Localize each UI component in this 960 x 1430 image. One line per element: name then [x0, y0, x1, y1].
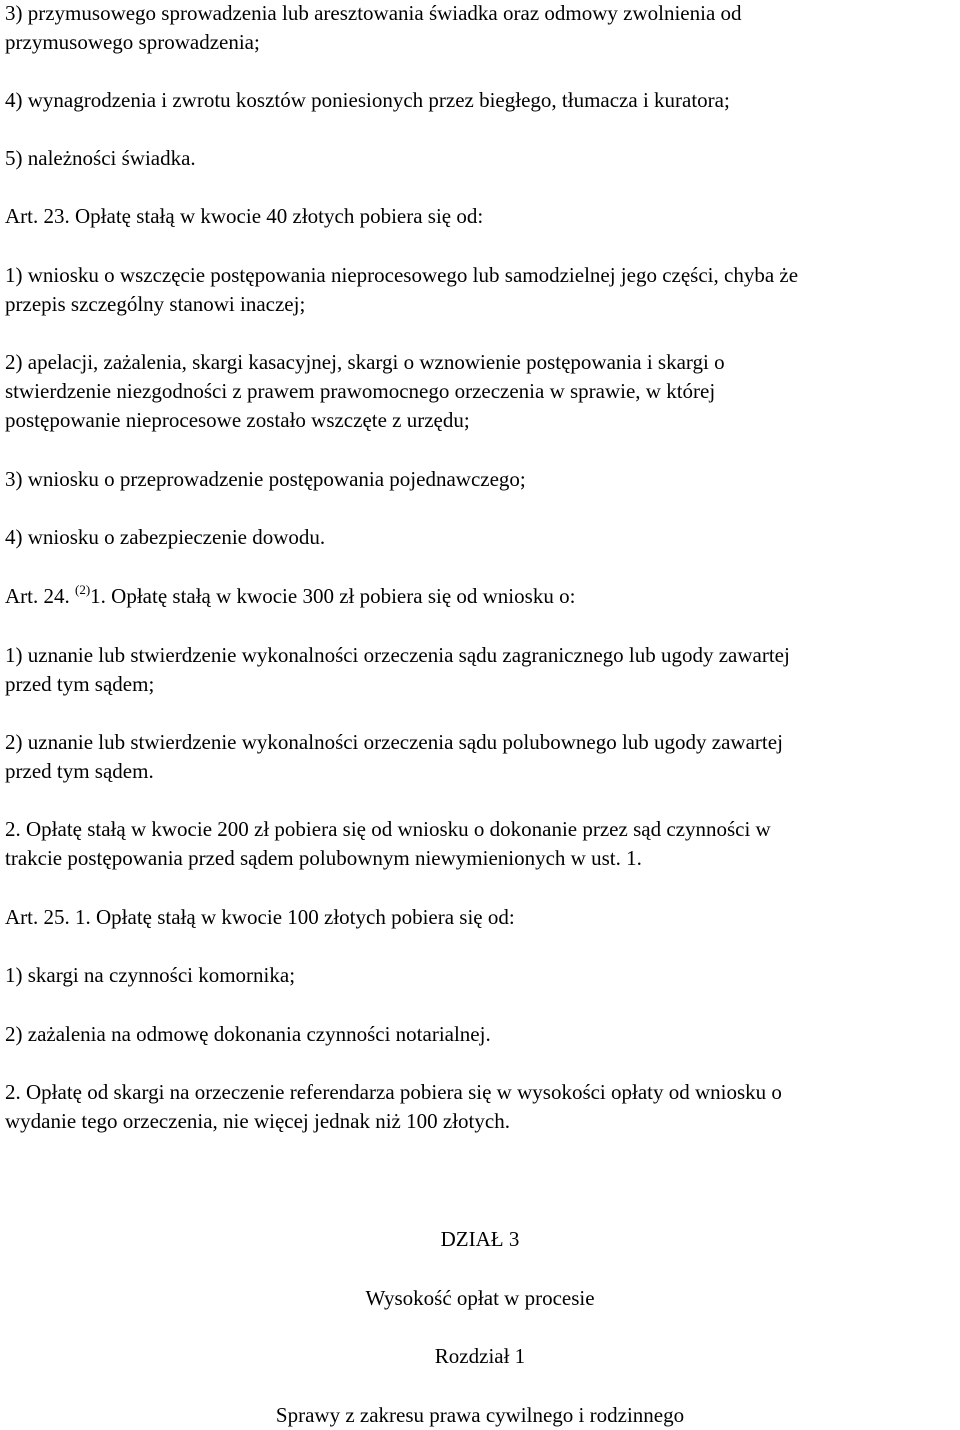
text-line: przed tym sądem;: [5, 672, 155, 696]
division-heading: DZIAŁ 3: [440, 1227, 520, 1251]
text-line: przymusowego sprowadzenia;: [5, 30, 260, 54]
article-number: Art. 24.: [5, 584, 70, 608]
text-line: 2. Opłatę stałą w kwocie 200 zł pobiera się od wniosku o dokonanie przez sąd czynności w: [5, 817, 771, 841]
text-line: 5) należności świadka.: [5, 146, 196, 170]
chapter-title: Sprawy z zakresu prawa cywilnego i rodzinnego: [275, 1403, 685, 1427]
text-line: trakcie postępowania przed sądem polubownym niewymienionych w ust. 1.: [5, 846, 642, 870]
article-heading: Art. 25. 1. Opłatę stałą w kwocie 100 złotych pobiera się od:: [5, 905, 515, 929]
text-line: 4) wniosku o zabezpieczenie dowodu.: [5, 525, 326, 549]
article-heading: Art. 23. Opłatę stałą w kwocie 40 złotych pobiera się od:: [5, 204, 484, 228]
text-line: przepis szczególny stanowi inaczej;: [5, 292, 306, 316]
chapter-heading: Rozdział 1: [434, 1344, 526, 1368]
text-line: postępowanie nieprocesowe zostało wszczęte z urzędu;: [5, 408, 470, 432]
footnote-marker: (2): [75, 582, 91, 597]
text-line: stwierdzenie niezgodności z prawem prawomocnego orzeczenia w sprawie, w której: [5, 379, 716, 403]
text-line: 4) wynagrodzenia i zwrotu kosztów poniesionych przez biegłego, tłumacza i kuratora;: [5, 88, 730, 112]
article-text: 1. Opłatę stałą w kwocie 300 zł pobiera się od wniosku o:: [90, 584, 576, 608]
text-line: 3) wniosku o przeprowadzenie postępowania pojednawczego;: [5, 467, 526, 491]
text-line: 1) skargi na czynności komornika;: [5, 963, 296, 987]
text-line: 2) apelacji, zażalenia, skargi kasacyjnej, skargi o wznowienie postępowania i skargi o: [5, 350, 725, 374]
division-title: Wysokość opłat w procesie: [365, 1286, 595, 1310]
text-line: 2) zażalenia na odmowę dokonania czynności notarialnej.: [5, 1022, 491, 1046]
text-line: przed tym sądem.: [5, 759, 154, 783]
text-line: 3) przymusowego sprowadzenia lub aresztowania świadka oraz odmowy zwolnienia od: [5, 1, 742, 25]
text-line: 1) wniosku o wszczęcie postępowania nieprocesowego lub samodzielnej jego części, chyba że: [5, 263, 799, 287]
text-line: 2. Opłatę od skargi na orzeczenie referendarza pobiera się w wysokości opłaty od wniosku o: [5, 1080, 782, 1104]
text-line: wydanie tego orzeczenia, nie więcej jednak niż 100 złotych.: [5, 1109, 510, 1133]
text-line: 1) uznanie lub stwierdzenie wykonalności orzeczenia sądu zagranicznego lub ugody zawartej: [5, 643, 790, 667]
article-heading: [5, 583, 575, 609]
text-line: 2) uznanie lub stwierdzenie wykonalności orzeczenia sądu polubownego lub ugody zawartej: [5, 730, 783, 754]
